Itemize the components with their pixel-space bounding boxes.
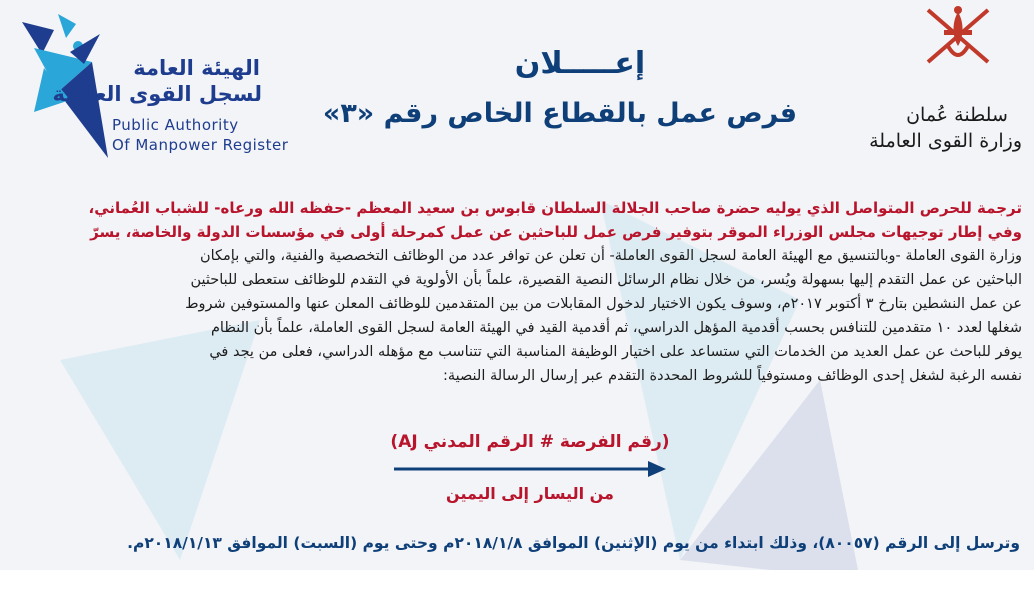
authority-name-ar-line2: لسجل القوى العاملة	[52, 82, 262, 106]
authority-logo	[14, 8, 289, 168]
body-line: يوفر للباحث عن عمل العديد من الخدمات التي ستساعد على اختيار الوظيفة المناسبة التي تتناسب مع مؤهله الدراسي، فعلى من يجد في	[209, 344, 1022, 360]
body-line: ترجمة للحرص المتواصل الذي يوليه حضرة صاحب الجلالة السلطان قابوس بن سعيد المعظم -حفظه الله ورعاه- للشباب العُماني،	[88, 199, 1022, 217]
authority-name-en-line2: Of Manpower Register	[112, 136, 289, 154]
bottom-margin	[0, 570, 1034, 596]
right-arrow-icon	[392, 458, 668, 480]
ministry-emblem	[869, 2, 1022, 162]
announcement-body	[18, 196, 1022, 388]
body-line: شغلها لعدد ١٠ متقدمين للتنافس بحسب أقدمية المؤهل الدراسي، ثم أقدمية القيد في الهيئة العامة لسجل القوى العاملة، علماً بأن النظام	[210, 320, 1022, 336]
body-line: نفسه الرغبة لشغل إحدى الوظائف ومستوفياً للشروط المحددة التقدم عبر إرسال الرسالة النصية:	[442, 368, 1022, 384]
body-line: الباحثين عن عمل التقدم إليها بسهولة ويُسر، من خلال نظام الرسائل النصية القصيرة، علماً بأن الأولوية في التقدم للوظائف ستعطى للباحثين	[190, 272, 1022, 288]
oman-emblem-icon	[922, 2, 994, 70]
ministry-name-line2: وزارة القوى العاملة	[869, 130, 1022, 152]
announcement-subject: فرص عمل بالقطاع الخاص رقم «٣»	[322, 98, 798, 129]
sms-format: (رقم الفرصة # الرقم المدني AJ)	[390, 432, 670, 452]
announcement-heading: إعـــــلان	[514, 46, 646, 81]
authority-name-ar-line1: الهيئة العامة	[133, 56, 260, 80]
body-line: وفي إطار توجيهات مجلس الوزراء الموقر بتوفير فرص عمل للباحثين عن عمل كمرحلة أولى في مؤسسات الدولة والخاصة، يسرّ	[90, 223, 1022, 241]
ministry-name-line1: سلطنة عُمان	[906, 104, 1008, 126]
direction-note: من اليسار إلى اليمين	[446, 484, 614, 503]
body-line: عن عمل النشطين بتارخ ٣ أكتوبر ٢٠١٧م، وسوف يكون الاختيار لدخول المقابلات من بين المتقدمين للوظائف المعلن عنها والمستوفين شروط	[185, 296, 1022, 312]
body-line: وزارة القوى العاملة -وبالتنسيق مع الهيئة العامة لسجل القوى العاملة- أن تعلن عن توافر عدد من الوظائف التخصصية والفنية، والتي بإمكان	[199, 248, 1022, 264]
authority-name-en-line1: Public Authority	[112, 116, 239, 134]
send-instruction: وترسل إلى الرقم (٨٠٠٥٧)، وذلك ابتداء من يوم (الإثنين) الموافق ٢٠١٨/١/٨م وحتى يوم (السبت) الموافق ٢٠١٨/١/١٣م.	[127, 534, 1020, 552]
